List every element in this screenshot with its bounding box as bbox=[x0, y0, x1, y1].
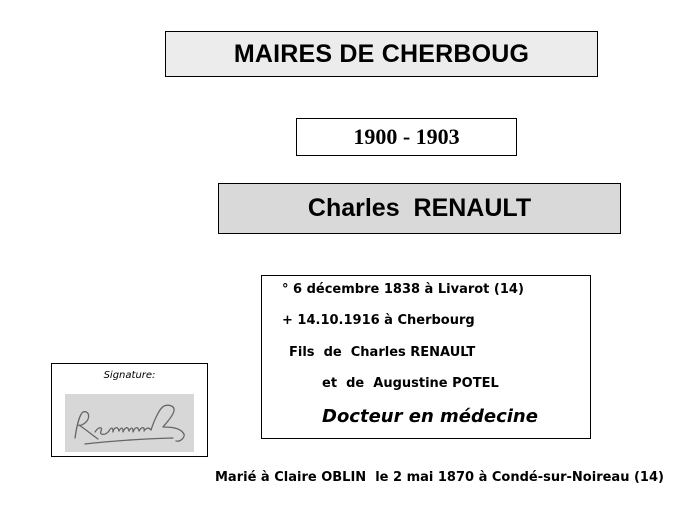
mayor-name: Charles RENAULT bbox=[307, 194, 532, 222]
birth-info: ° 6 décembre 1838 à Livarot (14) bbox=[282, 282, 524, 297]
profession: Docteur en médecine bbox=[322, 406, 538, 427]
term-years-box bbox=[296, 118, 517, 156]
page-title: MAIRES DE CHERBOUG bbox=[233, 39, 530, 68]
mother-info: et de Augustine POTEL bbox=[322, 376, 499, 391]
death-info: + 14.10.1916 à Cherbourg bbox=[282, 313, 475, 328]
signature-label: Signature: bbox=[103, 370, 156, 381]
title-box bbox=[165, 31, 598, 77]
biography-box bbox=[261, 275, 591, 439]
marriage-info: Marié à Claire OBLIN le 2 mai 1870 à Condé-sur-Noireau (14) bbox=[215, 470, 664, 485]
signature-image bbox=[65, 394, 194, 452]
father-info: Fils de Charles RENAULT bbox=[289, 345, 476, 360]
handwritten-signature-icon bbox=[65, 394, 194, 452]
mayor-name-box bbox=[218, 183, 621, 234]
term-years: 1900 - 1903 bbox=[353, 124, 460, 149]
signature-box bbox=[51, 363, 208, 457]
